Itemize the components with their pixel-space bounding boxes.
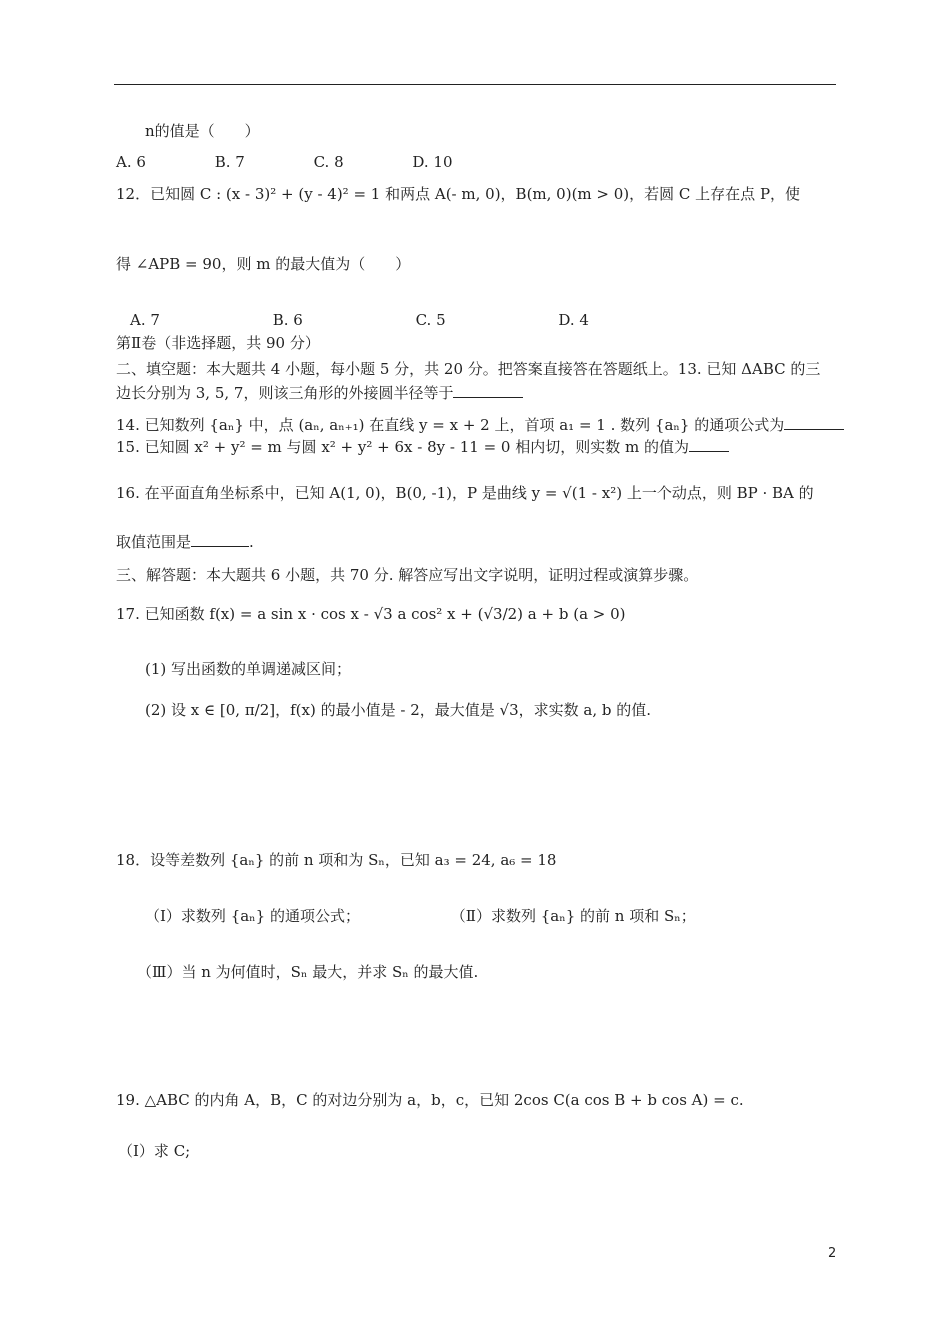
page-number: 2	[828, 1246, 837, 1261]
q14-text: 14. 已知数列 {aₙ} 中，点 (aₙ, aₙ₊₁) 在直线 y = x + 2 上，首项 a₁ = 1 . 数列 {aₙ} 的通项公式为	[116, 416, 785, 434]
part2-title: 第Ⅱ卷（非选择题，共 90 分）	[116, 334, 320, 352]
q17-part1: (1) 写出函数的单调递减区间；	[145, 660, 352, 678]
q17-line: 17. 已知函数 f(x) = a sin x · cos x - √3 a cos² x + (√3/2) a + b (a > 0)	[116, 605, 626, 623]
q14-answer-blank	[784, 415, 844, 430]
q11-tail: n的值是（ ）	[145, 122, 260, 140]
section3-title: 三、解答题：本大题共 6 小题，共 70 分. 解答应写出文字说明，证明过程或演算步骤。	[116, 566, 699, 584]
q14-line	[116, 415, 844, 435]
q11-option-c: C. 8	[313, 153, 344, 171]
q12-options	[130, 310, 589, 330]
q12-option-c: C. 5	[415, 311, 446, 329]
q12-line1: 12．已知圆 C : (x - 3)² + (y - 4)² = 1 和两点 A(- m, 0)，B(m, 0)(m > 0)，若圆 C 上存在点 P，使	[116, 185, 801, 203]
q16-line2: 取值范围是 .	[116, 533, 254, 551]
q17-part2: (2) 设 x ∈ [0, π/2]，f(x) 的最小值是 - 2，最大值是 √3，求实数 a, b 的值.	[145, 701, 652, 719]
header-rule	[114, 84, 836, 85]
q18-part1: （Ⅰ）求数列 {aₙ} 的通项公式；	[145, 907, 360, 925]
q15-answer-blank	[689, 437, 729, 452]
q15-text: 15. 已知圆 x² + y² = m 与圆 x² + y² + 6x - 8y - 11 = 0 相内切，则实数 m 的值为	[116, 438, 689, 456]
q16-line1: 16. 在平面直角坐标系中，已知 A(1, 0)，B(0, -1)，P 是曲线 y = √(1 - x²) 上一个动点，则 BP · BA 的	[116, 484, 814, 502]
q19-part1: （Ⅰ）求 C;	[118, 1142, 191, 1160]
q13-text: 边长分别为 3, 5, 7，则该三角形的外接圆半径等于	[116, 384, 454, 402]
q11-options	[116, 152, 453, 172]
q18-part2: （Ⅱ）求数列 {aₙ} 的前 n 项和 Sₙ；	[450, 907, 696, 925]
q16-answer-blank	[191, 532, 249, 547]
q19-line: 19. △ABC 的内角 A，B，C 的对边分别为 a，b，c，已知 2cos C(a cos B + b cos A) = c.	[116, 1091, 744, 1109]
q18-line: 18．设等差数列 {aₙ} 的前 n 项和为 Sₙ，已知 a₃ = 24, a₆ = 18	[116, 851, 557, 869]
q12-line2: 得 ∠APB = 90，则 m 的最大值为（ ）	[116, 255, 411, 273]
q15-line	[116, 437, 729, 457]
q18-part3: （Ⅲ）当 n 为何值时，Sₙ 最大，并求 Sₙ 的最大值.	[137, 963, 479, 981]
q16-text: 取值范围是	[116, 533, 192, 551]
q11-option-b: B. 7	[214, 153, 245, 171]
section2-line2	[116, 383, 523, 403]
q12-option-a: A. 7	[130, 311, 160, 329]
q18-parts-row	[145, 906, 696, 926]
q12-option-b: B. 6	[272, 311, 303, 329]
q12-option-d: D. 4	[558, 311, 589, 329]
q11-option-a: A. 6	[116, 153, 146, 171]
section2-line1: 二、填空题：本大题共 4 小题，每小题 5 分，共 20 分。把答案直接答在答题纸上。13. 已知 ΔABC 的三	[116, 360, 821, 378]
q11-option-d: D. 10	[412, 153, 453, 171]
q13-answer-blank	[453, 383, 523, 398]
